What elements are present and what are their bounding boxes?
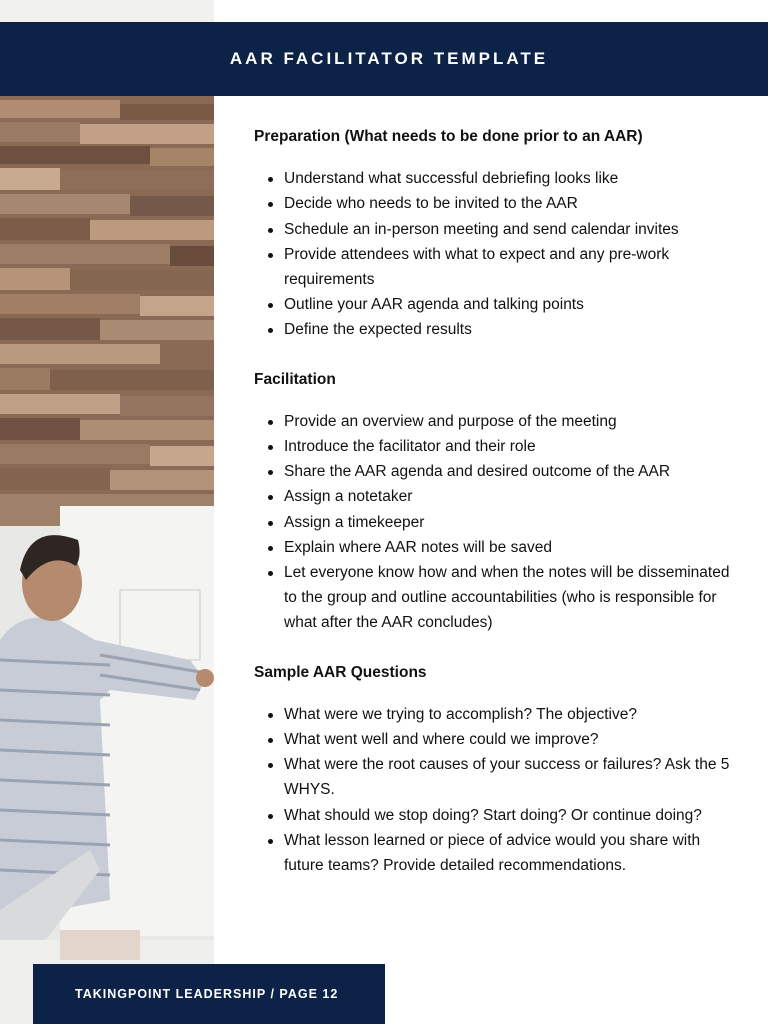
list-item: Let everyone know how and when the notes will be disseminated to the group and outline accountabilities (who is responsible for what after the AAR concludes) (254, 560, 744, 636)
bullet-icon (268, 839, 273, 844)
list-item: Provide an overview and purpose of the meeting (254, 409, 744, 434)
list-item: Define the expected results (254, 317, 744, 342)
bullet-icon (268, 521, 273, 526)
footer-page-label: TAKINGPOINT LEADERSHIP / PAGE 12 (75, 987, 339, 1001)
bullet-icon (268, 228, 273, 233)
bullet-icon (268, 328, 273, 333)
section-heading-facilitation: Facilitation (254, 370, 336, 388)
bullet-icon (268, 420, 273, 425)
wood-wall (0, 96, 214, 526)
list-item: Outline your AAR agenda and talking points (254, 292, 744, 317)
list-item: Share the AAR agenda and desired outcome of the AAR (254, 459, 744, 484)
bullet-icon (268, 495, 273, 500)
sample-questions-list (254, 702, 744, 878)
section-heading-sample-questions: Sample AAR Questions (254, 663, 427, 681)
bullet-icon (268, 202, 273, 207)
list-item: Introduce the facilitator and their role (254, 434, 744, 459)
list-item: What were we trying to accomplish? The objective? (254, 702, 744, 727)
bullet-icon (268, 445, 273, 450)
list-item: What were the root causes of your success or failures? Ask the 5 WHYS. (254, 752, 744, 802)
page-title: AAR FACILITATOR TEMPLATE (229, 49, 549, 68)
footer-band (33, 964, 385, 1024)
bullet-icon (268, 177, 273, 182)
list-item: Assign a notetaker (254, 484, 744, 509)
list-item: Explain where AAR notes will be saved (254, 535, 744, 560)
bullet-icon (268, 470, 273, 475)
list-item: Schedule an in-person meeting and send calendar invites (254, 217, 744, 242)
bullet-icon (268, 571, 273, 576)
bullet-icon (268, 253, 273, 258)
list-item: Decide who needs to be invited to the AAR (254, 191, 744, 216)
preparation-list (254, 166, 744, 342)
section-heading-preparation: Preparation (What needs to be done prior to an AAR) (254, 128, 643, 145)
bullet-icon (268, 738, 273, 743)
list-item: Provide attendees with what to expect and any pre-work requirements (254, 242, 744, 292)
bullet-icon (268, 814, 273, 819)
list-item: What lesson learned or piece of advice would you share with future teams? Provide detailed recommendations. (254, 828, 744, 878)
facilitator-photo (0, 0, 214, 1024)
facilitation-list (254, 409, 744, 636)
bullet-icon (268, 303, 273, 308)
document-body (254, 124, 744, 902)
list-item: What went well and where could we improve? (254, 727, 744, 752)
bullet-icon (268, 763, 273, 768)
bullet-icon (268, 546, 273, 551)
list-item: Understand what successful debriefing looks like (254, 166, 744, 191)
list-item: What should we stop doing? Start doing? Or continue doing? (254, 803, 744, 828)
bullet-icon (268, 713, 273, 718)
header-band (0, 22, 768, 96)
list-item: Assign a timekeeper (254, 510, 744, 535)
photo-panel (0, 0, 214, 1024)
